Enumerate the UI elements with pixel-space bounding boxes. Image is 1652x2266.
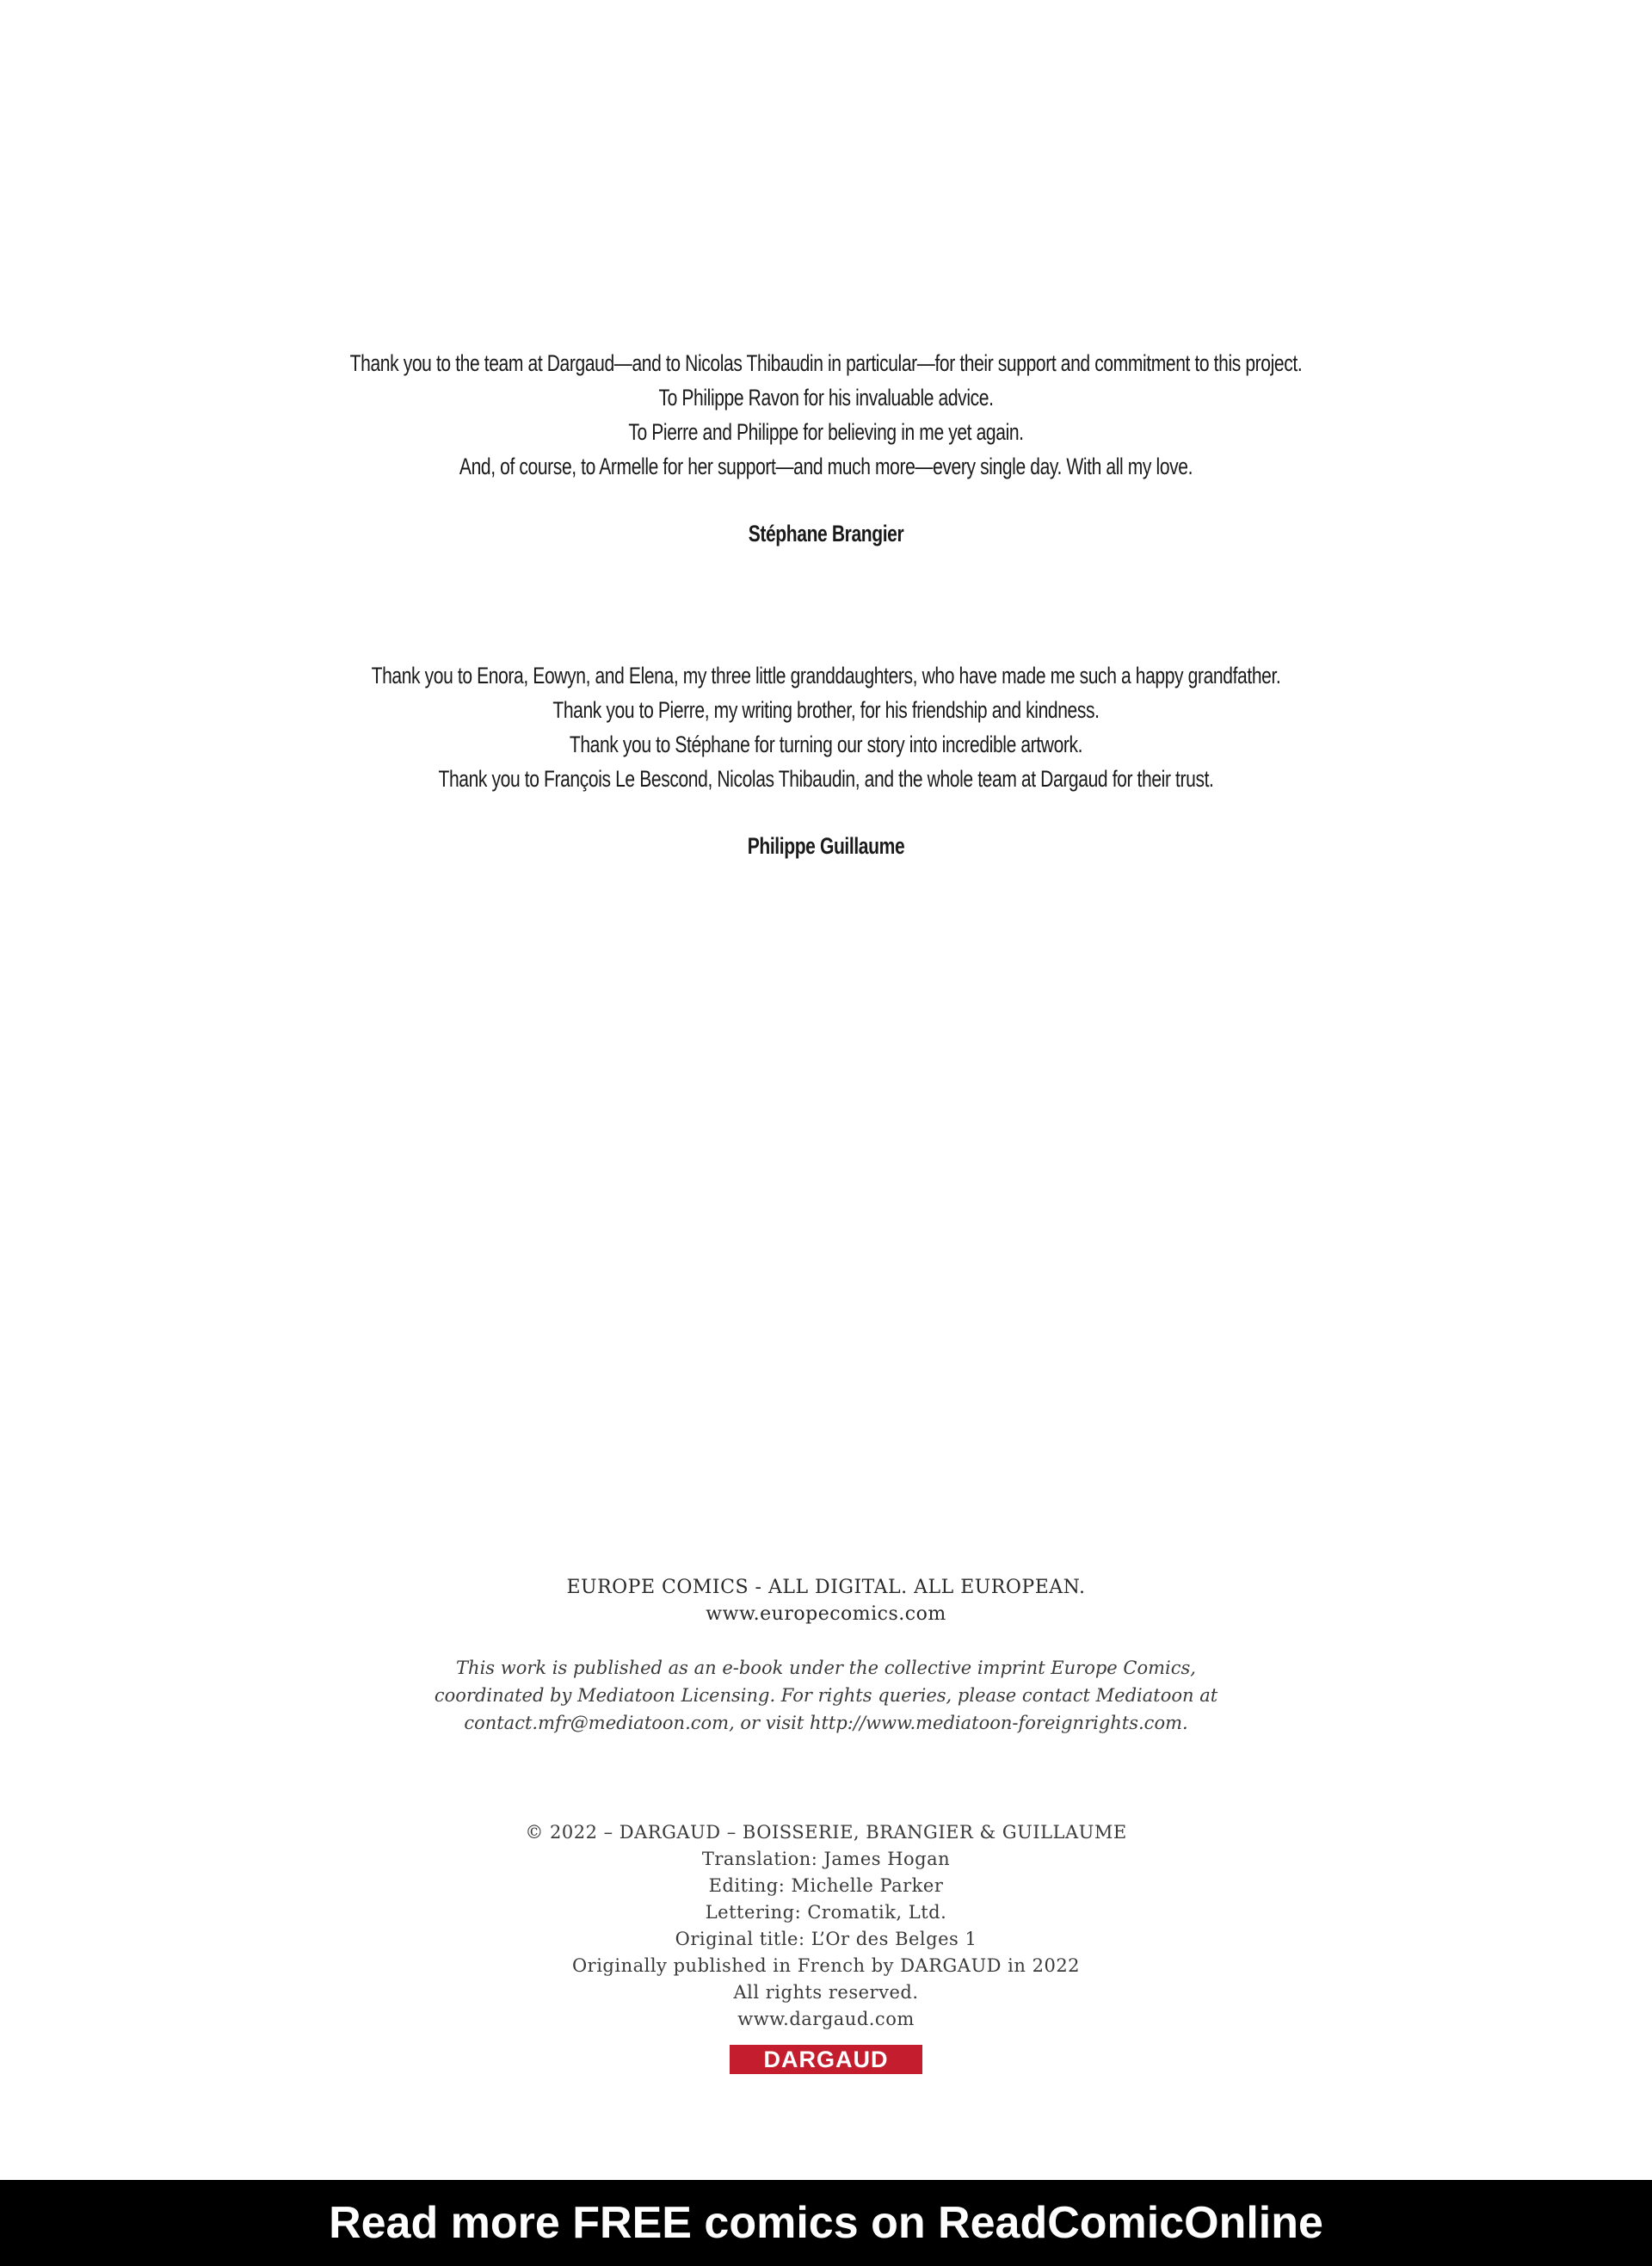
ack-line: To Philippe Ravon for his invaluable advice.	[658, 385, 994, 411]
imprint-website-link[interactable]: www.europecomics.com	[706, 1603, 946, 1625]
ack-line: Thank you to François Le Bescond, Nicolas Thibaudin, and the whole team at Dargaud for their trust.	[438, 766, 1214, 792]
dargaud-website-link[interactable]: www.dargaud.com	[737, 2009, 915, 2029]
notice-line: This work is published as an e-book under the collective imprint Europe Comics,	[456, 1658, 1196, 1678]
dargaud-logo: DARGAUD	[730, 2045, 922, 2074]
footer-banner[interactable]	[0, 2180, 1652, 2266]
acknowledgment-brangier	[0, 346, 1652, 551]
acknowledgment-guillaume	[0, 658, 1652, 863]
notice-line: coordinated by Mediatoon Licensing. For rights queries, please contact Mediatoon at	[434, 1685, 1218, 1706]
ack-line: And, of course, to Armelle for her support—and much more—every single day. With all my love.	[459, 454, 1193, 479]
credits-block	[0, 1819, 1652, 2033]
original-publication: Originally published in French by DARGAUD in 2022	[571, 1955, 1081, 1976]
copyright-line: © 2022 – DARGAUD – BOISSERIE, BRANGIER & GUILLAUME	[525, 1822, 1127, 1843]
lettering-credit: Lettering: Cromatik, Ltd.	[705, 1902, 947, 1923]
ack-line: Thank you to Pierre, my writing brother, for his friendship and kindness.	[552, 697, 1100, 723]
original-title: Original title: L’Or des Belges 1	[675, 1929, 977, 1949]
ack-signature: Stéphane Brangier	[748, 521, 904, 546]
ack-line: Thank you to the team at Dargaud—and to Nicolas Thibaudin in particular—for their support and commitment to this project.	[349, 350, 1303, 376]
notice-line: contact.mfr@mediatoon.com, or visit http://www.mediatoon-foreignrights.com.	[464, 1713, 1188, 1733]
rights-reserved: All rights reserved.	[733, 1982, 919, 2003]
translation-credit: Translation: James Hogan	[701, 1849, 951, 1869]
ack-line: Thank you to Stéphane for turning our story into incredible artwork.	[569, 732, 1083, 757]
editing-credit: Editing: Michelle Parker	[708, 1875, 944, 1896]
imprint-tagline: EUROPE COMICS - ALL DIGITAL. ALL EUROPEAN.	[566, 1577, 1086, 1598]
ack-line: To Pierre and Philippe for believing in me yet again.	[628, 419, 1024, 445]
footer-banner-text: Read more FREE comics on ReadComicOnline	[329, 2198, 1323, 2248]
publication-notice	[0, 1654, 1652, 1737]
imprint-block	[0, 1574, 1652, 1627]
ack-signature: Philippe Guillaume	[747, 833, 905, 859]
ack-line: Thank you to Enora, Eowyn, and Elena, my three little granddaughters, who have made me such a happy grandfather.	[371, 663, 1281, 688]
